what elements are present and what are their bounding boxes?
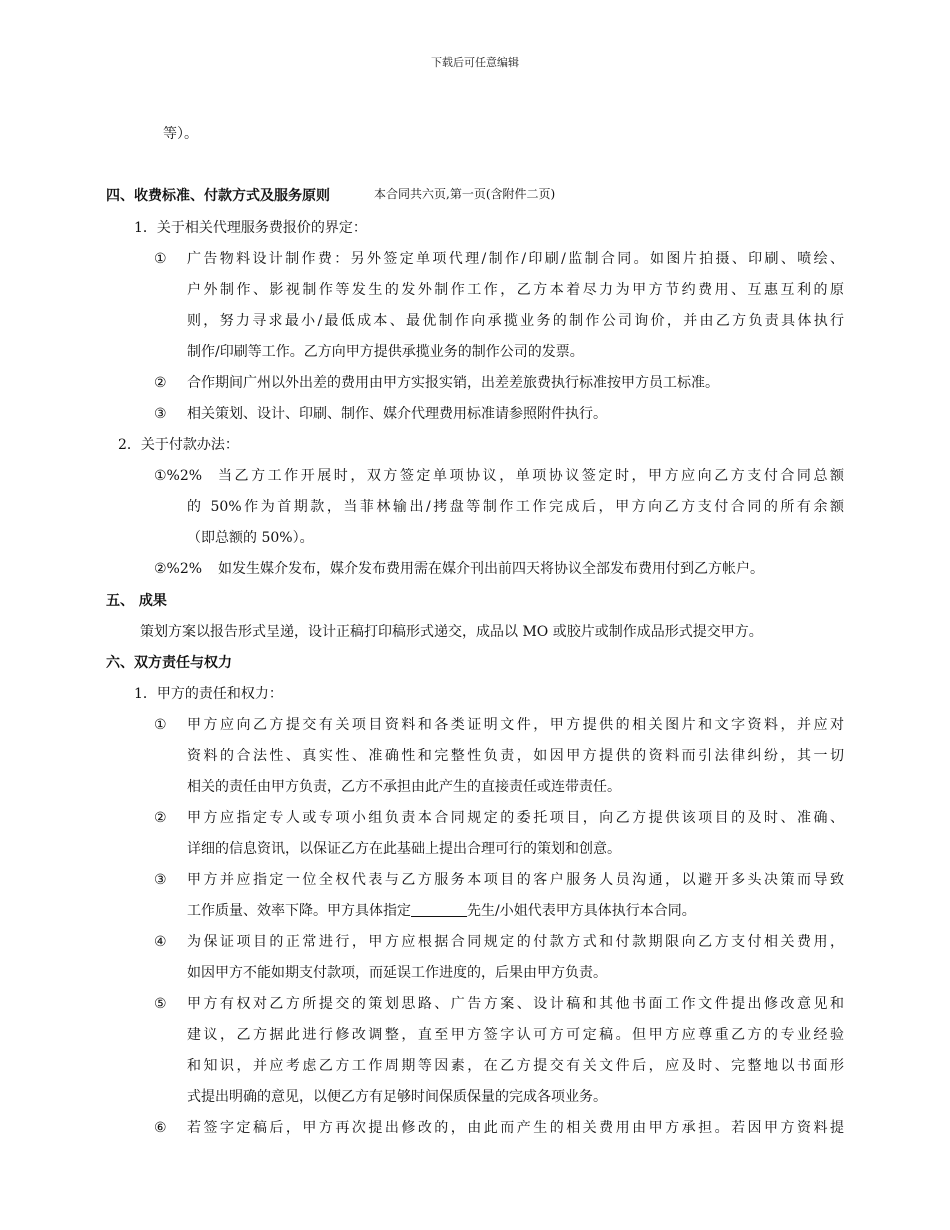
item-number: ②%2% bbox=[154, 561, 203, 577]
paragraph-line: 甲方应指定专人或专项小组负责本合同规定的委托项目，向乙方提供该项目的及时、准确、 bbox=[187, 810, 844, 826]
paragraph-line: 甲方并应指定一位全权代表与乙方服务本项目的客户服务人员沟通，以避开多头决策而导致 bbox=[187, 872, 844, 888]
item-number: ① bbox=[154, 717, 167, 733]
paragraph-line: 户外制作、影视制作等发生的发外制作工作，乙方本着尽力为甲方节约费用、互惠互利的原 bbox=[187, 282, 844, 298]
paragraph-line: 如发生媒介发布，媒介发布费用需在媒介刊出前四天将协议全部发布费用付到乙方帐户。 bbox=[218, 561, 764, 577]
item-number: ③ bbox=[154, 406, 167, 422]
footer-note: 本合同共六页,第一页(含附件二页) bbox=[374, 187, 556, 201]
paragraph-segment: 先生/小姐代表甲方具体执行本合同。 bbox=[467, 903, 696, 919]
paragraph-line bbox=[187, 901, 696, 921]
item-number: ⑤ bbox=[154, 996, 167, 1012]
paragraph-line: 广告物料设计制作费：另外签定单项代理/制作/印刷/监制合同。如图片拍摄、印刷、喷绘、 bbox=[187, 251, 844, 267]
paragraph-line: 资料的合法性、真实性、准确性和完整性负责，如因甲方提供的资料而引法律纠纷，其一切 bbox=[187, 748, 844, 764]
paragraph-line: 的 50%作为首期款，当菲林输出/拷盘等制作工作完成后，甲方向乙方支付合同的所有余额 bbox=[187, 499, 844, 515]
clause-4-1: 1．关于相关代理服务费报价的界定： bbox=[134, 220, 367, 236]
paragraph-line: 式提出明确的意见，以便乙方有足够时间保质保量的完成各项业务。 bbox=[187, 1089, 607, 1105]
paragraph-line: （即总额的 50%）。 bbox=[187, 530, 314, 546]
paragraph-line: 则，努力寻求最小/最低成本、最优制作向承揽业务的制作公司询价，并由乙方负责具体执行 bbox=[187, 313, 844, 329]
paragraph-segment: 工作质量、效率下降。甲方具体指定 bbox=[187, 903, 411, 919]
paragraph-line: 相关的责任由甲方负责，乙方不承担由此产生的直接责任或连带责任。 bbox=[187, 779, 621, 795]
paragraph-line: 为保证项目的正常进行，甲方应根据合同规定的付款方式和付款期限向乙方支付相关费用， bbox=[187, 934, 844, 950]
item-number: ① bbox=[154, 251, 167, 267]
section-6-title: 六、双方责任与权力 bbox=[106, 655, 232, 671]
signature-blank bbox=[411, 902, 467, 917]
item-number: ② bbox=[154, 375, 167, 391]
item-number: ④ bbox=[154, 934, 167, 950]
item-number: ①%2% bbox=[154, 468, 203, 484]
paragraph-line: 相关策划、设计、印刷、制作、媒介代理费用标准请参照附件执行。 bbox=[187, 406, 607, 422]
continuation-text: 等）。 bbox=[163, 126, 198, 142]
page-header: 下载后可任意编辑 bbox=[431, 56, 519, 69]
section-4-title: 四、收费标准、付款方式及服务原则 bbox=[106, 188, 330, 204]
paragraph-line: 制作/印刷等工作。乙方向甲方提供承揽业务的制作公司的发票。 bbox=[187, 344, 584, 360]
paragraph-line: 和知识，并应考虑乙方工作周期等因素，在乙方提交有关文件后，应及时、完整地以书面形 bbox=[187, 1058, 844, 1074]
paragraph-line: 建议，乙方据此进行修改调整，直至甲方签字认可方可定稿。但甲方应尊重乙方的专业经验 bbox=[187, 1027, 844, 1043]
paragraph-line: 当乙方工作开展时，双方签定单项协议，单项协议签定时，甲方应向乙方支付合同总额 bbox=[218, 468, 844, 484]
item-number: ③ bbox=[154, 872, 167, 888]
paragraph-line: 合作期间广州以外出差的费用由甲方实报实销，出差差旅费执行标准按甲方员工标准。 bbox=[187, 375, 719, 391]
paragraph-line: 详细的信息资讯，以保证乙方在此基础上提出合理可行的策划和创意。 bbox=[187, 841, 621, 857]
item-number: ② bbox=[154, 810, 167, 826]
paragraph-line: 策划方案以报告形式呈递，设计正稿打印稿形式递交，成品以 MO 或胶片或制作成品形式提交甲方。 bbox=[140, 624, 763, 640]
paragraph-line: 如因甲方不能如期支付款项，而延误工作进度的，后果由甲方负责。 bbox=[187, 965, 607, 981]
section-5-title: 五、 成果 bbox=[106, 593, 167, 609]
clause-4-2: 2．关于付款办法： bbox=[118, 437, 239, 453]
paragraph-line: 甲方有权对乙方所提交的策划思路、广告方案、设计稿和其他书面工作文件提出修改意见和 bbox=[187, 996, 844, 1012]
item-number: ⑥ bbox=[154, 1120, 167, 1136]
paragraph-line: 甲方应向乙方提交有关项目资料和各类证明文件，甲方提供的相关图片和文字资料，并应对 bbox=[187, 717, 844, 733]
paragraph-line: 若签字定稿后，甲方再次提出修改的，由此而产生的相关费用由甲方承担。若因甲方资料提 bbox=[187, 1120, 844, 1136]
clause-6-1: 1．甲方的责任和权力： bbox=[134, 686, 283, 702]
